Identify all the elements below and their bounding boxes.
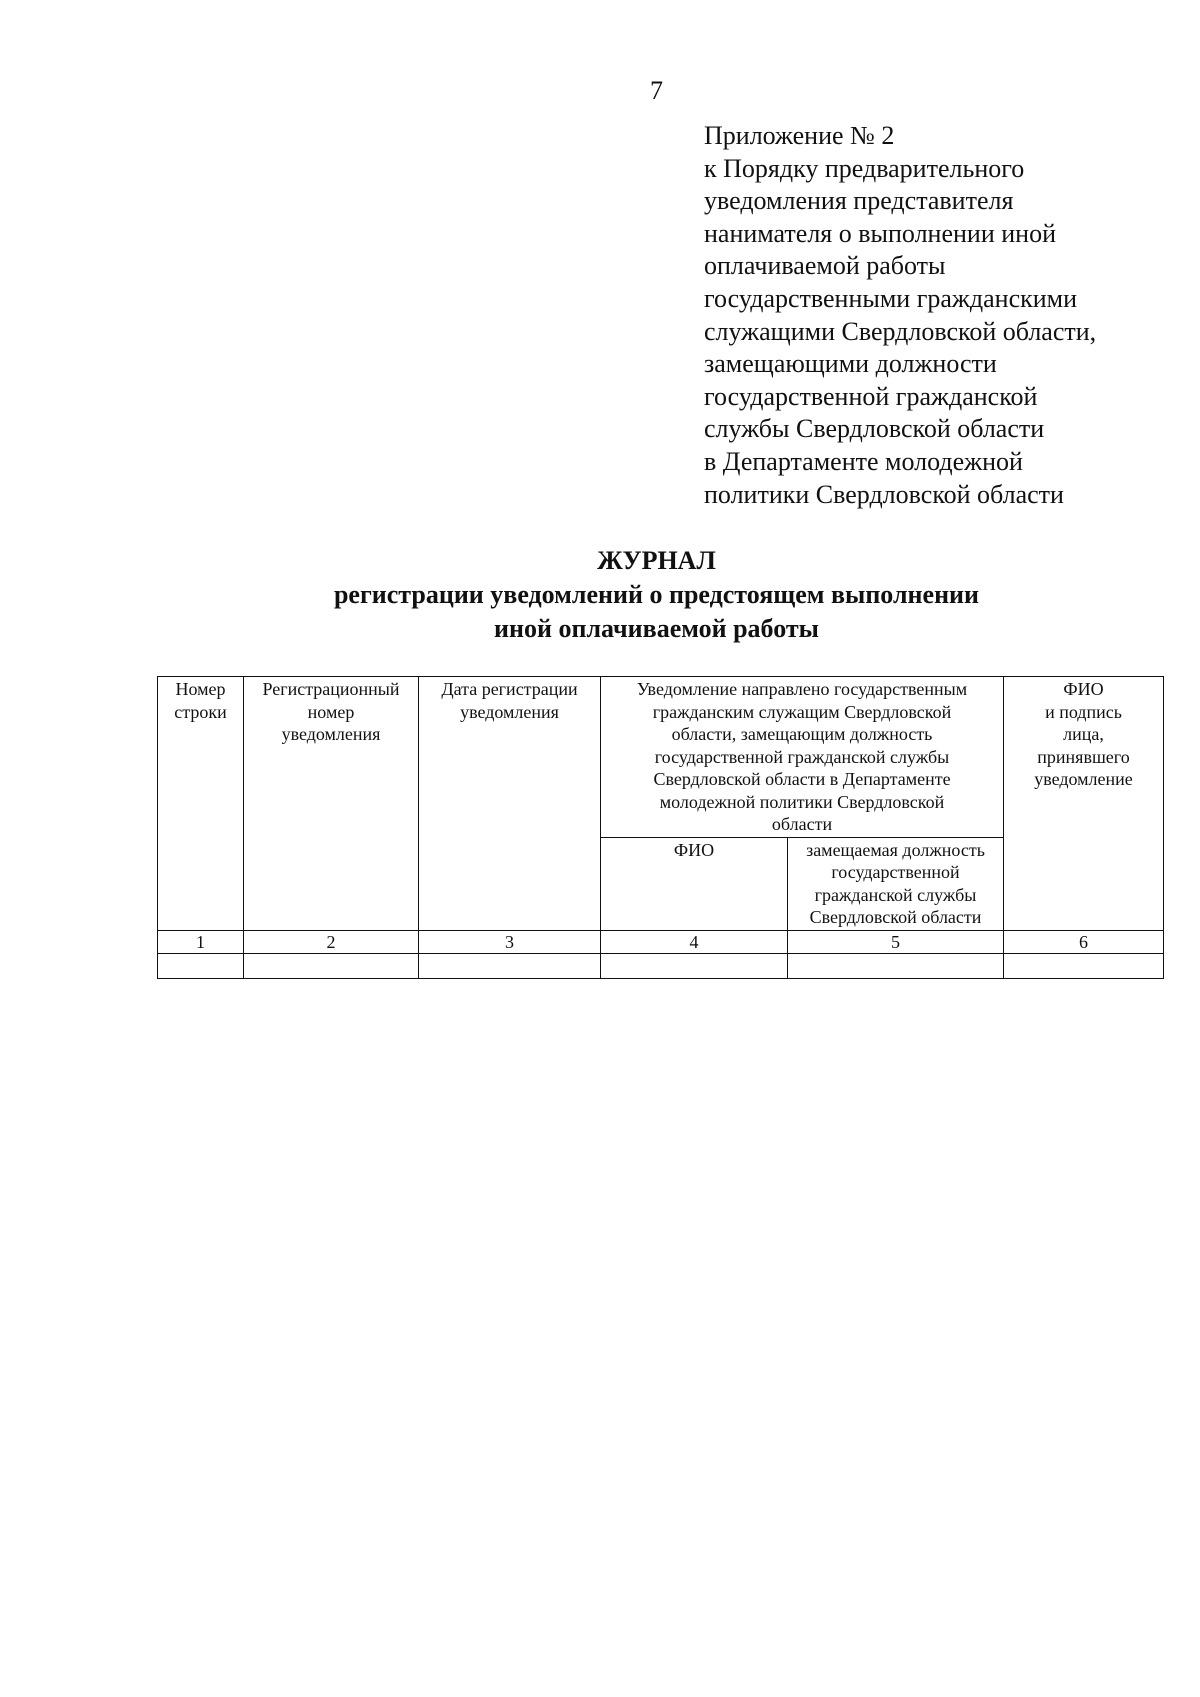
table-header-row [158,677,1164,838]
header-reg-date: Дата регистрации уведомления [419,677,601,931]
journal-subtitle-line: иной оплачиваемой работы [494,614,819,643]
journal-title: ЖУРНАЛ [597,546,716,575]
column-number: 5 [788,930,1004,953]
header-reg-number: Регистрационный номер уведомления [244,677,419,931]
table-cell [601,953,788,978]
journal-subtitle-line: регистрации уведомлений о предстоящем выполнении [333,580,980,609]
journal-subtitle [0,578,1200,646]
appendix-line: к Порядку предварительного [704,153,1025,183]
appendix-line: служащими Свердловской области, [704,316,1097,346]
appendix-line: нанимателя о выполнении иной [704,218,1056,248]
appendix-line: Приложение № 2 [704,121,895,150]
header-row-number: Номер строки [158,677,244,931]
column-number: 4 [601,930,788,953]
appendix-line: политики Свердловской области [704,479,1064,509]
column-number: 1 [158,930,244,953]
header-notification: Уведомление направлено государственным гражданским служащим Свердловской области, замещающим должность государственной гражданской службы Свердловской области в Департаменте молодежной политики Свердловской области [601,677,1004,838]
table-row [158,953,1164,978]
column-number: 2 [244,930,419,953]
appendix-line: уведомления представителя [704,186,1014,216]
table-cell [1004,953,1164,978]
table-cell [244,953,419,978]
column-number-row [158,930,1164,953]
appendix-line: службы Свердловской области [704,414,1045,444]
header-position: замещаемая должность государственной гражданской службы Свердловской области [788,837,1004,930]
appendix-line: в Департаменте молодежной [704,446,1023,476]
appendix-line: оплачиваемой работы [704,251,946,281]
table-cell [158,953,244,978]
header-accepted-by: ФИО и подпись лица, принявшего уведомление [1004,677,1164,931]
page-number: 7 [650,76,663,105]
journal-table [157,676,1164,979]
table-cell [788,953,1004,978]
appendix-note [704,120,1184,511]
appendix-line: замещающими должности [704,349,997,379]
appendix-line: государственной гражданской [704,381,1038,411]
table-cell [419,953,601,978]
header-fio: ФИО [601,837,788,930]
column-number: 6 [1004,930,1164,953]
appendix-line: государственными гражданскими [704,283,1078,313]
column-number: 3 [419,930,601,953]
